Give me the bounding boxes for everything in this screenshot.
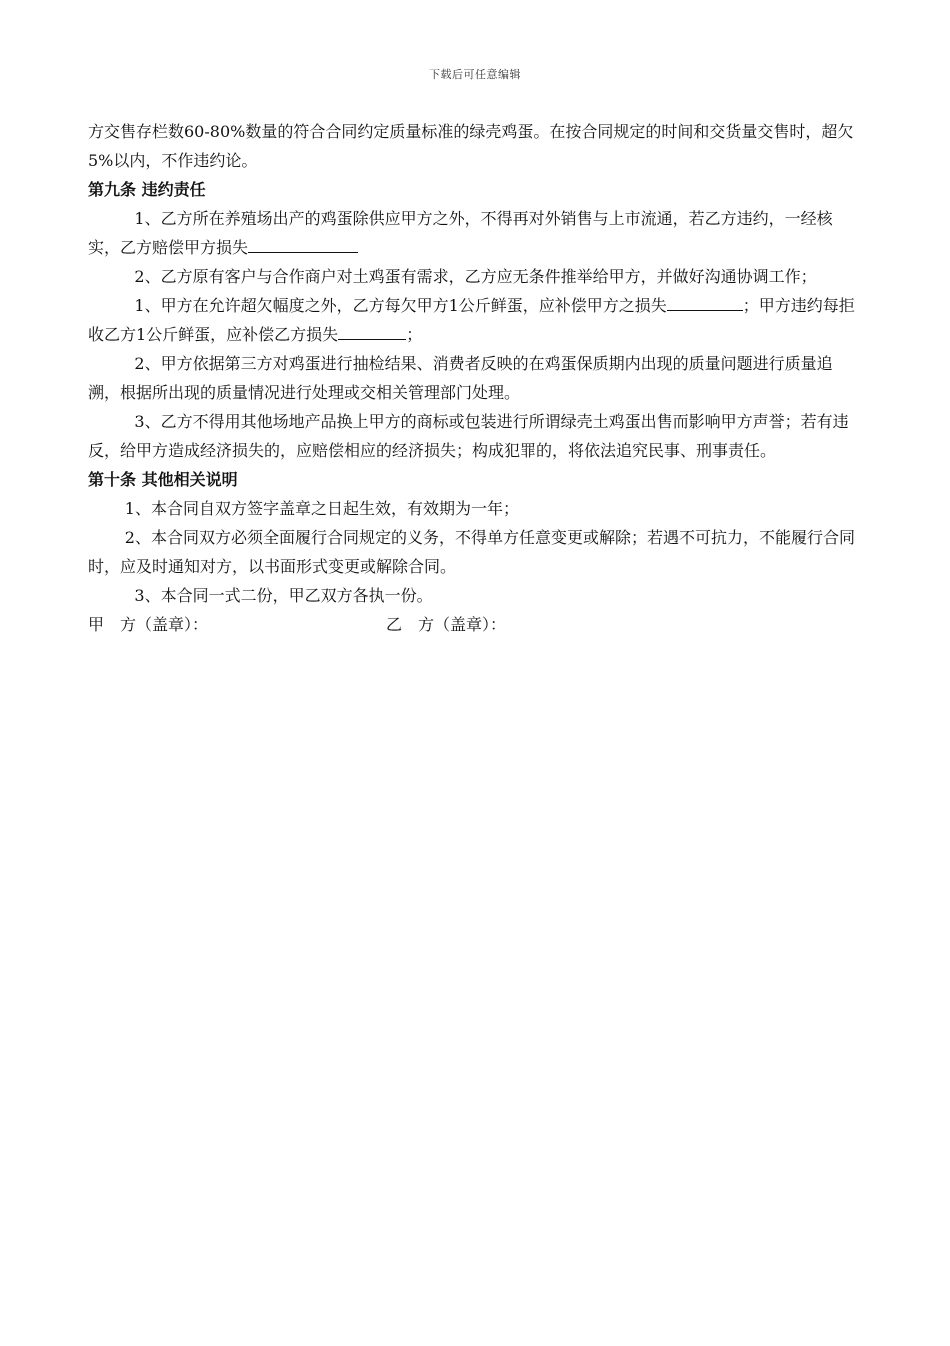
- article-9-clause-1: [88, 204, 862, 262]
- signature-row: [88, 610, 862, 639]
- article-9-clause-4: 2、甲方依据第三方对鸡蛋进行抽检结果、消费者反映的在鸡蛋保质期内出现的质量问题进行质量追溯，根据所出现的质量情况进行处理或交相关管理部门处理。: [88, 354, 833, 402]
- party-b-seal-label: 乙 方（盖章）：: [386, 615, 507, 634]
- article-9-clause-3-separator: ；: [742, 296, 759, 315]
- article-10-clause-3: 3、本合同一式二份，甲乙双方各执一份。: [134, 586, 433, 605]
- blank-line: [667, 292, 743, 311]
- article-10-heading: 第十条 其他相关说明: [88, 470, 238, 489]
- article-9-clause-5: 3、乙方不得用其他场地产品换上甲方的商标或包装进行所谓绿壳土鸡蛋出售而影响甲方声誉；若有违反，给甲方造成经济损失的，应赔偿相应的经济损失；构成犯罪的，将依法追究民事、刑事责任。: [88, 412, 849, 460]
- intro-paragraph: 方交售存栏数60-80%数量的符合合同约定质量标准的绿壳鸡蛋。在按合同规定的时间和交货量交售时，超欠5%以内，不作违约论。: [88, 122, 854, 170]
- article-9-clause-3-end: ；: [406, 325, 423, 344]
- blank-line: [338, 321, 406, 340]
- contract-body: [88, 117, 862, 639]
- article-9-clause-3-text-a: 1、甲方在允许超欠幅度之外，乙方每欠甲方1公斤鲜蛋，应补偿甲方之损失: [134, 296, 667, 315]
- article-9-heading: 第九条 违约责任: [88, 180, 206, 199]
- article-9-clause-3: [88, 291, 862, 349]
- article-9-clause-3-text-b: 甲方违约每拒收乙方1公斤鲜蛋，应补偿乙方损失: [88, 296, 855, 344]
- page-header-note: 下载后可任意编辑: [429, 68, 521, 81]
- party-a-seal-label: 甲 方（盖章）：: [88, 615, 209, 634]
- article-9-clause-2: 2、乙方原有客户与合作商户对土鸡蛋有需求，乙方应无条件推举给甲方，并做好沟通协调工作；: [134, 267, 817, 286]
- article-10-clause-2: 2、本合同双方必须全面履行合同规定的义务，不得单方任意变更或解除；若遇不可抗力，不能履行合同时，应及时通知对方，以书面形式变更或解除合同。: [88, 528, 855, 576]
- blank-line: [248, 234, 358, 253]
- article-10-clause-1: 1、本合同自双方签字盖章之日起生效，有效期为一年；: [124, 499, 519, 518]
- article-9-clause-1-text: 1、乙方所在养殖场出产的鸡蛋除供应甲方之外，不得再对外销售与上市流通，若乙方违约，一经核实，乙方赔偿甲方损失: [88, 209, 833, 257]
